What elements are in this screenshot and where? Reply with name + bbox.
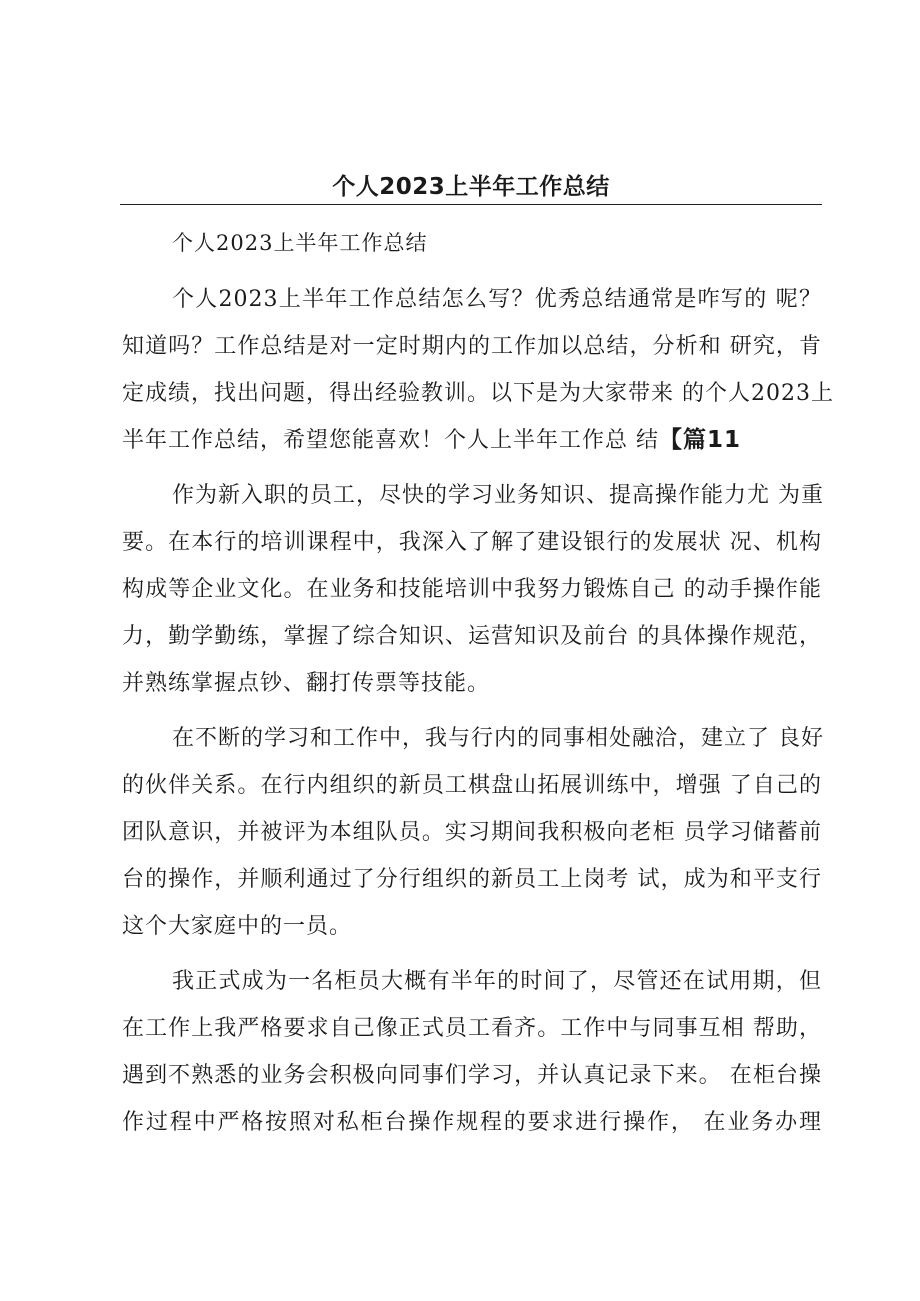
text-line: 定成绩，找出问题，得出经验教训。以下是为大家带来 的个人2023上 [122, 381, 834, 406]
section-tag: 【篇11 [659, 427, 742, 453]
paragraph-gap [122, 464, 822, 472]
text-line: 并熟练掌握点钞、翻打传票等技能。 [122, 671, 491, 696]
text-line: 个人2023上半年工作总结怎么写？优秀总结通常是咋写的 呢？ [172, 287, 822, 312]
text-line: 团队意识，并被评为本组队员。实习期间我积极向老柜 员学习储蓄前 [122, 820, 822, 845]
page-title: 个人2023上半年工作总结 [332, 174, 610, 200]
text-line: 台的操作，并顺利通过了分行组织的新员工上岗考 试，成为和平支行 [122, 867, 822, 892]
title-underline [120, 204, 822, 205]
paragraph-teller-work [122, 958, 822, 1146]
text-line: 力，勤学勤练，掌握了综合知识、运营知识及前台 的具体操作规范， [122, 624, 822, 649]
text-line: 在不断的学习和工作中，我与行内的同事相处融洽，建立了 良好 [172, 726, 824, 751]
document-subtitle: 个人2023上半年工作总结 [172, 231, 428, 255]
text-line-content: 半年工作总结，希望您能喜欢！个人上半年工作总 结 [122, 428, 659, 453]
text-line: 构成等企业文化。在业务和技能培训中我努力锻炼自己 的动手操作能 [122, 577, 822, 602]
paragraph-gap [122, 707, 822, 715]
paragraph-training [122, 472, 822, 707]
paragraph-intro [122, 276, 834, 464]
text-line: 在工作上我严格要求自己像正式员工看齐。工作中与同事互相 帮助， [122, 1016, 822, 1041]
text-line: 作为新入职的员工，尽快的学习业务知识、提高操作能力尤 为重 [172, 483, 824, 508]
document-body [122, 276, 834, 1146]
text-line: 要。在本行的培训课程中，我深入了解了建设银行的发展状 况、机构 [122, 530, 822, 555]
text-line: 这个大家庭中的一员。 [122, 914, 353, 939]
text-line: 的伙伴关系。在行内组织的新员工棋盘山拓展训练中，增强 了自己的 [122, 773, 822, 798]
text-line: 作过程中严格按照对私柜台操作规程的要求进行操作， 在业务办理 [122, 1110, 822, 1135]
paragraph-gap [122, 950, 822, 958]
text-line: 遇到不熟悉的业务会积极向同事们学习，并认真记录下来。 在柜台操 [122, 1063, 822, 1088]
paragraph-teamwork [122, 715, 822, 950]
text-line: 知道吗？工作总结是对一定时期内的工作加以总结，分析和 研究，肯 [122, 334, 822, 359]
text-line: 我正式成为一名柜员大概有半年的时间了，尽管还在试用期，但 [172, 969, 822, 994]
text-line-with-section-tag [122, 417, 822, 464]
